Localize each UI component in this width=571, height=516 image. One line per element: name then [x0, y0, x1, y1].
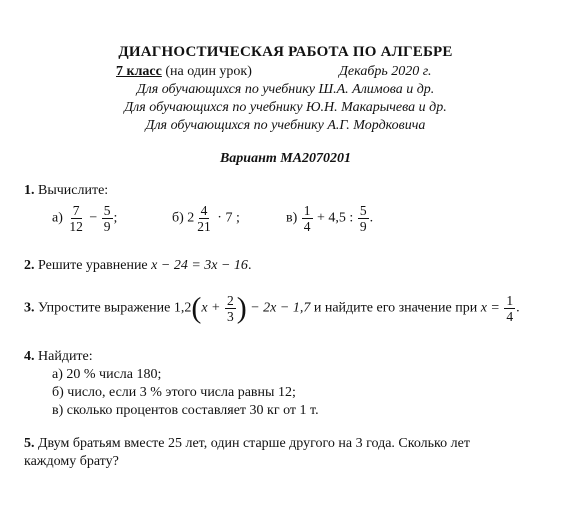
- task-1a: [52, 203, 117, 234]
- expression-rest: · 7 ;: [217, 210, 240, 226]
- fraction: [504, 293, 515, 324]
- grade-label: 7 класс: [116, 64, 162, 79]
- task-4-item: а) 20 % числа 180;: [52, 367, 162, 382]
- task-3: [24, 293, 520, 324]
- task-4-number: 4.: [24, 349, 35, 364]
- fraction: [67, 203, 85, 234]
- left-paren: (: [191, 291, 202, 325]
- task-1b: [172, 203, 240, 234]
- fraction-denominator: 9: [103, 219, 111, 234]
- task-3-x-eq: x =: [480, 300, 500, 316]
- fraction-numerator: 4: [200, 203, 208, 218]
- task-3-number: 3.: [24, 300, 35, 316]
- task-4-text: Найдите:: [38, 349, 93, 364]
- fraction-numerator: 2: [226, 293, 234, 308]
- task-4-heading: [24, 349, 93, 365]
- date-label: Декабрь 2020 г.: [339, 64, 432, 79]
- fraction-denominator: 21: [197, 219, 211, 234]
- task-5-number: 5.: [24, 436, 35, 451]
- punctuation: .: [247, 258, 252, 273]
- mixed-whole: 2: [187, 210, 195, 226]
- task-5-line-2: каждому брату?: [24, 454, 119, 469]
- task-1-heading: [24, 183, 108, 199]
- fraction-numerator: 1: [303, 203, 311, 218]
- fraction-numerator: 5: [103, 203, 111, 218]
- textbook-line-1: Для обучающихся по учебнику Ш.А. Алимова и др.: [136, 82, 435, 97]
- task-1-text: Вычислите:: [38, 183, 109, 198]
- punctuation: .: [369, 210, 374, 226]
- task-1a-label: а): [52, 210, 63, 226]
- fraction: [195, 203, 213, 234]
- task-1-number: 1.: [24, 183, 35, 198]
- task-1c-label: в): [286, 210, 298, 226]
- task-3-text2: и найдите его значение при: [313, 300, 478, 316]
- fraction: [358, 203, 369, 234]
- duration-label: (на один урок): [165, 64, 252, 79]
- grade-line: [116, 64, 252, 80]
- fraction-denominator: 3: [226, 309, 234, 324]
- fraction-numerator: 5: [359, 203, 367, 218]
- punctuation: ;: [113, 210, 118, 226]
- task-3-inner: x +: [201, 300, 221, 316]
- task-3-coefficient: 1,2: [173, 300, 192, 316]
- document-title: ДИАГНОСТИЧЕСКАЯ РАБОТА ПО АЛГЕБРЕ: [118, 44, 453, 60]
- task-5-text: Двум братьям вместе 25 лет, один старше другого на 3 года. Сколько лет: [38, 436, 470, 451]
- task-1c: [286, 203, 373, 234]
- fraction-numerator: 1: [506, 293, 514, 308]
- textbook-line-3: Для обучающихся по учебнику А.Г. Мордковича: [145, 118, 426, 133]
- variant-label: Вариант МА2070201: [219, 151, 352, 166]
- fraction-denominator: 12: [69, 219, 83, 234]
- task-4-item: б) число, если 3 % этого числа равны 12;: [52, 385, 296, 400]
- fraction: [302, 203, 313, 234]
- fraction: [225, 293, 236, 324]
- fraction-denominator: 4: [303, 219, 311, 234]
- task-4-item: в) сколько процентов составляет 30 кг от 1 т.: [52, 403, 319, 418]
- textbook-line-2: Для обучающихся по учебнику Ю.Н. Макарычева и др.: [124, 100, 447, 115]
- task-5-line-1: [24, 436, 470, 452]
- fraction: [102, 203, 113, 234]
- task-3-rest: − 2x − 1,7: [250, 300, 311, 316]
- fraction-denominator: 4: [506, 309, 514, 324]
- task-1b-label: б): [172, 210, 184, 226]
- fraction-numerator: 7: [72, 203, 80, 218]
- task-2-number: 2.: [24, 258, 35, 273]
- task-2-equation: x − 24 = 3x − 16: [151, 258, 248, 273]
- task-2-text: Решите уравнение: [38, 258, 148, 273]
- punctuation: .: [516, 300, 520, 316]
- task-2: [24, 258, 251, 274]
- right-paren: ): [236, 291, 247, 325]
- fraction-denominator: 9: [359, 219, 367, 234]
- minus-sign: −: [89, 210, 98, 226]
- task-3-text: Упростите выражение: [38, 300, 171, 316]
- expression-middle: + 4,5 :: [317, 210, 354, 226]
